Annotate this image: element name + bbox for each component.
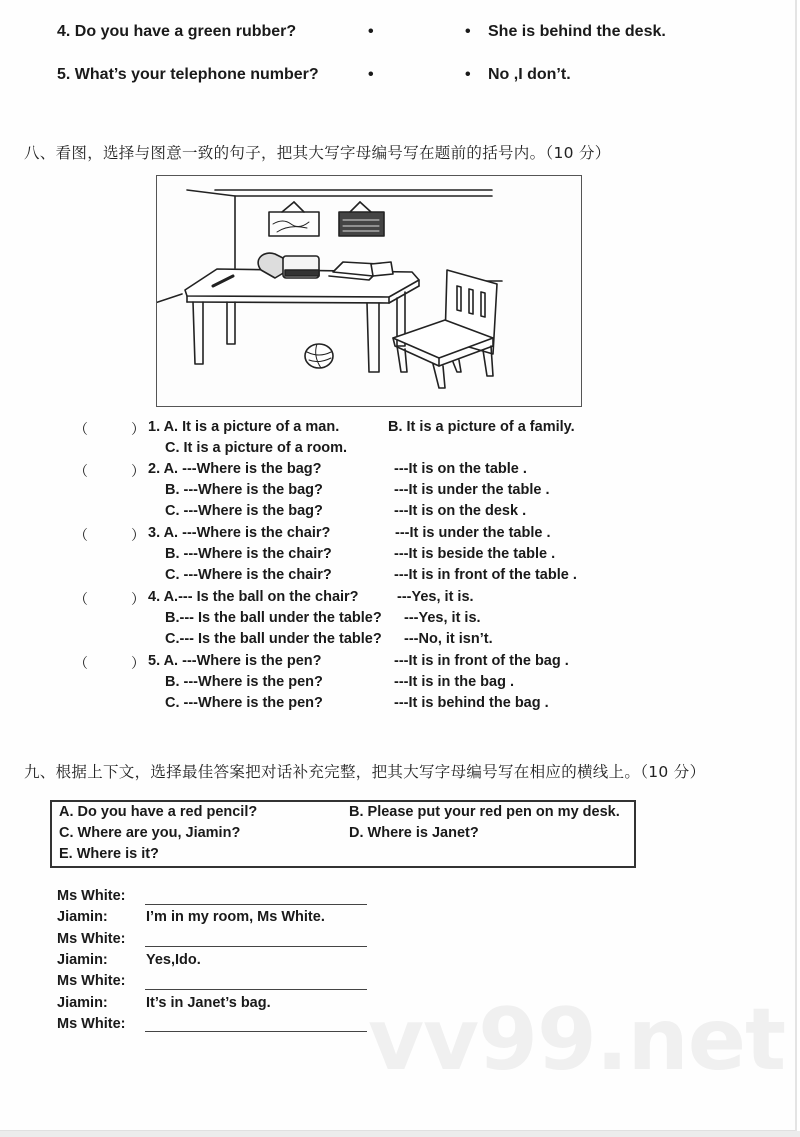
matching-dot-right[interactable]: • [465,23,471,40]
answer-paren-open-2: （ [74,463,88,479]
question-5-answer-c: ---It is behind the bag . [394,695,549,711]
matching-dot-right[interactable]: • [465,66,471,83]
matching-answer: She is behind the desk. [488,23,666,40]
answer-paren-open-5: （ [74,655,88,671]
question-5-option-a: 5. A. ---Where is the pen? [148,653,322,669]
answer-paren-close-1: ） [131,421,145,437]
option-b: B. Please put your red pen on my desk. [349,804,620,820]
dialogue-speaker: Ms White: [57,973,126,989]
answer-paren-close-3: ） [131,527,145,543]
question-5-answer-b: ---It is in the bag . [394,674,515,690]
question-5-option-b: B. ---Where is the pen? [165,674,323,690]
question-3-option-c: C. ---Where is the chair? [165,567,332,583]
question-4-option-b: B.--- Is the ball under the table? [165,610,382,626]
watermark: vv99.net [368,990,786,1090]
question-1-option-a: 1. A. It is a picture of a man. [148,419,340,435]
question-2-answer-b: ---It is under the table . [394,482,550,498]
option-c: C. Where are you, Jiamin? [59,825,241,841]
question-2-option-a: 2. A. ---Where is the bag? [148,461,322,477]
question-2-option-c: C. ---Where is the bag? [165,503,323,519]
question-3-answer-a: ---It is under the table . [395,525,551,541]
options-box [50,800,636,868]
dialogue-speaker: Jiamin: [57,952,108,968]
question-4-option-a: 4. A.--- Is the ball on the chair? [148,589,359,605]
question-1-option-b: B. It is a picture of a family. [388,419,575,435]
option-a: A. Do you have a red pencil? [59,804,258,820]
matching-dot-left[interactable]: • [368,23,374,40]
section-8-title: 八、看图，选择与图意一致的句子，把其大写字母编号写在题前的括号内。（10 分） [24,144,611,162]
question-3-answer-c: ---It is in front of the table . [394,567,577,583]
question-2-answer-c: ---It is on the desk . [394,503,527,519]
question-5-option-c: C. ---Where is the pen? [165,695,323,711]
dialogue-line: It’s in Janet’s bag. [146,995,271,1011]
answer-paren-open-1: （ [74,421,88,437]
answer-paren-close-5: ） [131,655,145,671]
matching-answer: No ,I don’t. [488,66,571,83]
dialogue-speaker: Ms White: [57,888,126,904]
answer-blank-2[interactable] [145,946,367,947]
matching-question-4: 4. Do you have a green rubber? [57,23,297,40]
answer-paren-open-3: （ [74,527,88,543]
question-1-option-c: C. It is a picture of a room. [165,440,348,456]
option-d: D. Where is Janet? [349,825,479,841]
dialogue-speaker: Ms White: [57,931,126,947]
room-illustration-icon [157,176,581,406]
question-3-answer-b: ---It is beside the table . [394,546,556,562]
answer-blank-1[interactable] [145,904,367,905]
section-9-title: 九、根据上下文，选择最佳答案把对话补充完整，把其大写字母编号写在相应的横线上。（10 分） [24,763,706,781]
room-picture [156,175,582,407]
question-3-option-b: B. ---Where is the chair? [165,546,332,562]
question-2-option-b: B. ---Where is the bag? [165,482,323,498]
matching-question-5: 5. What’s your telephone number? [57,66,319,83]
option-e: E. Where is it? [59,846,159,862]
answer-blank-4[interactable] [145,1031,367,1032]
question-4-answer-b: ---Yes, it is. [404,610,481,626]
page-bottom-edge [0,1131,800,1137]
dialogue-line: I’m in my room, Ms White. [146,909,325,925]
question-4-option-c: C.--- Is the ball under the table? [165,631,382,647]
question-2-answer-a: ---It is on the table . [394,461,527,477]
question-5-answer-a: ---It is in front of the bag . [394,653,569,669]
dialogue-speaker: Jiamin: [57,909,108,925]
question-4-answer-a: ---Yes, it is. [397,589,474,605]
question-4-answer-c: ---No, it isn’t. [404,631,493,647]
answer-blank-3[interactable] [145,989,367,990]
dialogue-speaker: Ms White: [57,1016,126,1032]
matching-dot-left[interactable]: • [368,66,374,83]
dialogue-speaker: Jiamin: [57,995,108,1011]
answer-paren-close-4: ） [131,591,145,607]
dialogue-line: Yes,Ido. [146,952,201,968]
answer-paren-close-2: ） [131,463,145,479]
answer-paren-open-4: （ [74,591,88,607]
question-3-option-a: 3. A. ---Where is the chair? [148,525,331,541]
